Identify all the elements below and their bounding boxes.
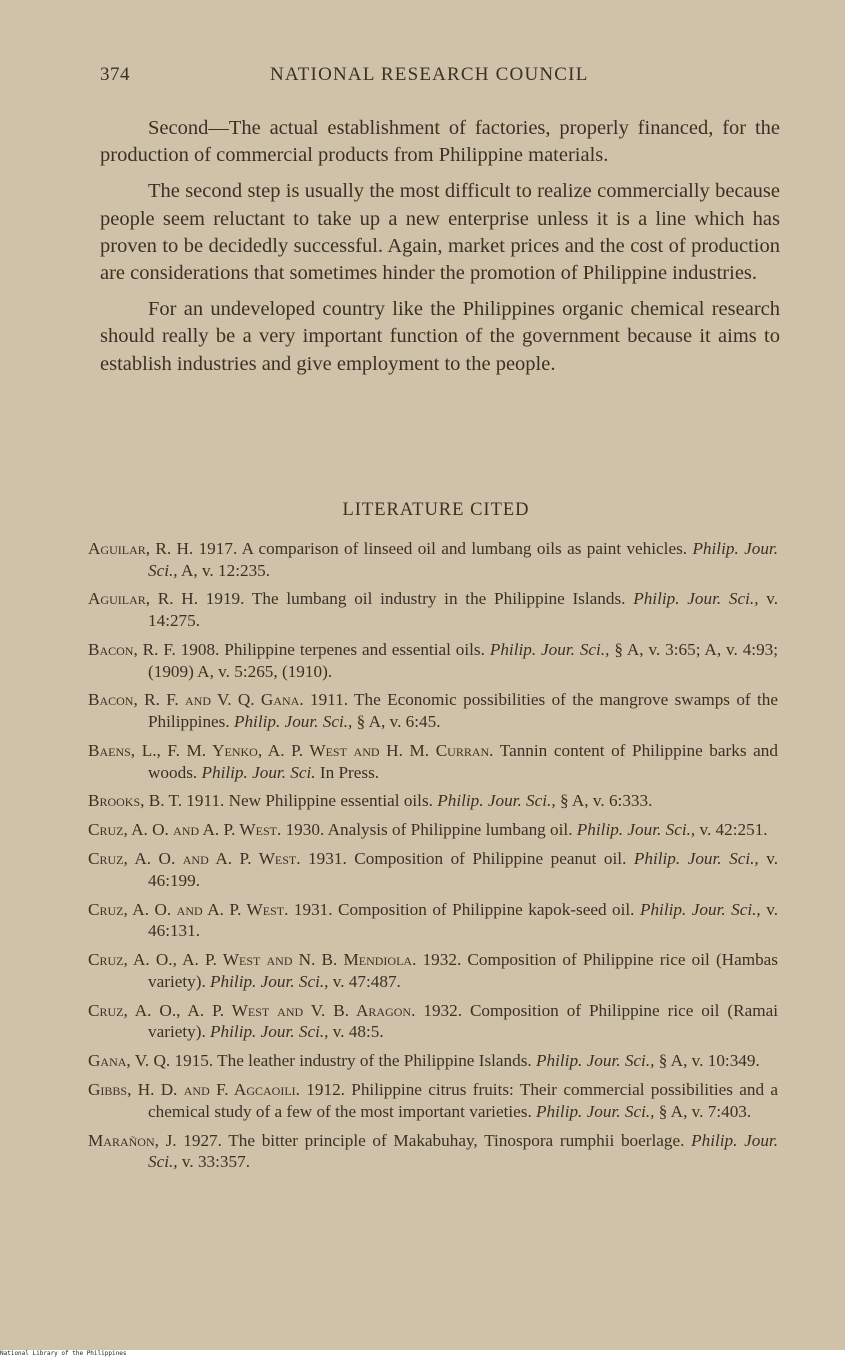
reference-text: 1931. Composition of Philippine peanut oil. xyxy=(308,849,627,869)
reference-authors: Bacon, R. F. xyxy=(88,639,176,659)
reference-journal: Philip. Jour. Sci., xyxy=(633,849,759,869)
reference-item xyxy=(88,1130,778,1173)
reference-text: 1911. New Philippine essential oils. xyxy=(186,791,433,811)
paragraph: The second step is usually the most difficult to realize commercially because people seem reluctant to take up a new enterprise unless it is a line which has proven to be decidedly successful. Again, market prices and the cost of production are considerations that sometimes hinder the promotion of Philippine industries. xyxy=(100,180,780,285)
reference-text: 1911. The Economic possibilities of the mangrove swamps of the Philippines. xyxy=(148,690,778,732)
reference-journal: Philip. Jour. Sci., xyxy=(148,1130,778,1172)
reference-authors: Cruz, A. O., A. P. West and N. B. Mendiola. xyxy=(88,950,417,970)
reference-text: 1931. Composition of Philippine kapok-seed oil. xyxy=(293,899,635,919)
reference-journal: Philip. Jour. Sci., xyxy=(536,1051,655,1071)
reference-item xyxy=(88,1000,778,1043)
reference-text: 1930. Analysis of Philippine lumbang oil. xyxy=(285,820,573,840)
paragraph: Second—The actual establishment of factories, properly financed, for the production of commercial products from Philippine materials. xyxy=(100,117,780,167)
paragraph: For an undeveloped country like the Philippines organic chemical research should really be a very important function of the government because it aims to establish industries and give employment to the people. xyxy=(100,298,780,375)
reference-item xyxy=(88,949,778,992)
reference-journal: Philip. Jour. Sci., xyxy=(633,589,759,609)
reference-authors: Aguilar, R. H. xyxy=(88,539,194,558)
reference-citation: v. 46:131. xyxy=(148,899,778,941)
reference-citation: v. 48:5. xyxy=(332,1022,384,1042)
reference-journal: Philip. Jour. Sci. xyxy=(201,762,316,782)
reference-authors: Cruz, A. O. and A. P. West. xyxy=(88,820,282,840)
reference-authors: Aguilar, R. H. xyxy=(88,589,198,609)
reference-item xyxy=(88,819,778,841)
reference-citation: v. 46:199. xyxy=(148,849,779,890)
reference-authors: Brooks, B. T. xyxy=(88,791,182,811)
reference-citation: A, v. 12:235. xyxy=(180,560,271,580)
section-heading: LITERATURE CITED xyxy=(342,500,530,520)
reference-item xyxy=(88,1050,778,1072)
reference-authors: Cruz, A. O., A. P. West and V. B. Aragon. xyxy=(88,1000,416,1020)
reference-authors: Bacon, R. F. and V. Q. Gana. xyxy=(88,690,304,710)
reference-citation: v. 33:357. xyxy=(181,1152,251,1172)
reference-authors: Cruz, A. O. and A. P. West. xyxy=(88,899,289,919)
reference-item xyxy=(88,790,778,812)
reference-item xyxy=(88,639,778,682)
reference-list xyxy=(88,538,778,1180)
reference-journal: Philip. Jour. Sci., xyxy=(639,899,761,919)
reference-citation: § A, v. 6:333. xyxy=(559,791,653,811)
reference-authors: Gibbs, H. D. and F. Agcaoili. xyxy=(88,1080,300,1100)
reference-item xyxy=(88,588,778,631)
reference-journal: Philip. Jour. Sci., xyxy=(536,1101,655,1121)
body-text xyxy=(100,115,780,387)
reference-citation: § A, v. 10:349. xyxy=(658,1051,760,1071)
reference-journal: Philip. Jour. Sci., xyxy=(233,712,353,732)
reference-text: 1915. The leather industry of the Philippine Islands. xyxy=(174,1051,532,1071)
reference-item xyxy=(88,740,778,783)
reference-item xyxy=(88,538,778,581)
reference-item xyxy=(88,848,778,891)
running-title: NATIONAL RESEARCH COUNCIL xyxy=(270,64,589,85)
reference-citation: § A, v. 3:65; A, v. 4:93; (1909) A, v. 5:265, (1910). xyxy=(148,639,779,681)
reference-text: 1927. The bitter principle of Makabuhay, Tinospora rumphii boerlage. xyxy=(183,1130,685,1150)
reference-text: 1912. Philippine citrus fruits: Their commercial possibilities and a chemical study of a few of the most important varieties. xyxy=(148,1080,778,1121)
reference-text: 1917. A comparison of linseed oil and lumbang oils as paint vehicles. xyxy=(198,539,688,558)
reference-authors: Marañon, J. xyxy=(88,1130,177,1150)
reference-journal: Philip. Jour. Sci., xyxy=(489,639,610,659)
reference-text: 1908. Philippine terpenes and essential oils. xyxy=(180,639,485,659)
page-header xyxy=(100,64,780,94)
reference-journal: Philip. Jour. Sci., xyxy=(210,971,329,991)
reference-authors: Gana, V. Q. xyxy=(88,1051,171,1071)
reference-authors: Baens, L., F. M. Yenko, A. P. West and H. M. Curran. xyxy=(88,740,494,760)
reference-text: 1932. Composition of Philippine rice oil (Hambas variety). xyxy=(148,950,778,991)
reference-item xyxy=(88,1079,778,1122)
page-number: 374 xyxy=(100,64,130,85)
reference-journal: Philip. Jour. Sci., xyxy=(148,539,778,580)
reference-item xyxy=(88,689,778,732)
reference-citation: § A, v. 7:403. xyxy=(658,1101,752,1121)
reference-journal: Philip. Jour. Sci., xyxy=(210,1022,329,1042)
reference-text: 1932. Composition of Philippine rice oil (Ramai variety). xyxy=(148,1000,778,1042)
reference-text: 1919. The lumbang oil industry in the Philippine Islands. xyxy=(205,589,626,609)
reference-text: Tannin content of Philippine barks and woods. xyxy=(148,740,778,782)
reference-citation: § A, v. 6:45. xyxy=(356,712,441,732)
reference-authors: Cruz, A. O. and A. P. West. xyxy=(88,849,301,869)
reference-journal: Philip. Jour. Sci., xyxy=(437,791,556,811)
reference-citation: v. 42:251. xyxy=(699,820,768,840)
library-watermark: National Library of the Philippines xyxy=(0,1350,845,1358)
reference-item xyxy=(88,899,778,942)
reference-citation: v. 47:487. xyxy=(332,971,401,991)
reference-citation: In Press. xyxy=(319,762,380,782)
reference-citation: v. 14:275. xyxy=(148,589,779,631)
reference-journal: Philip. Jour. Sci., xyxy=(576,820,696,840)
